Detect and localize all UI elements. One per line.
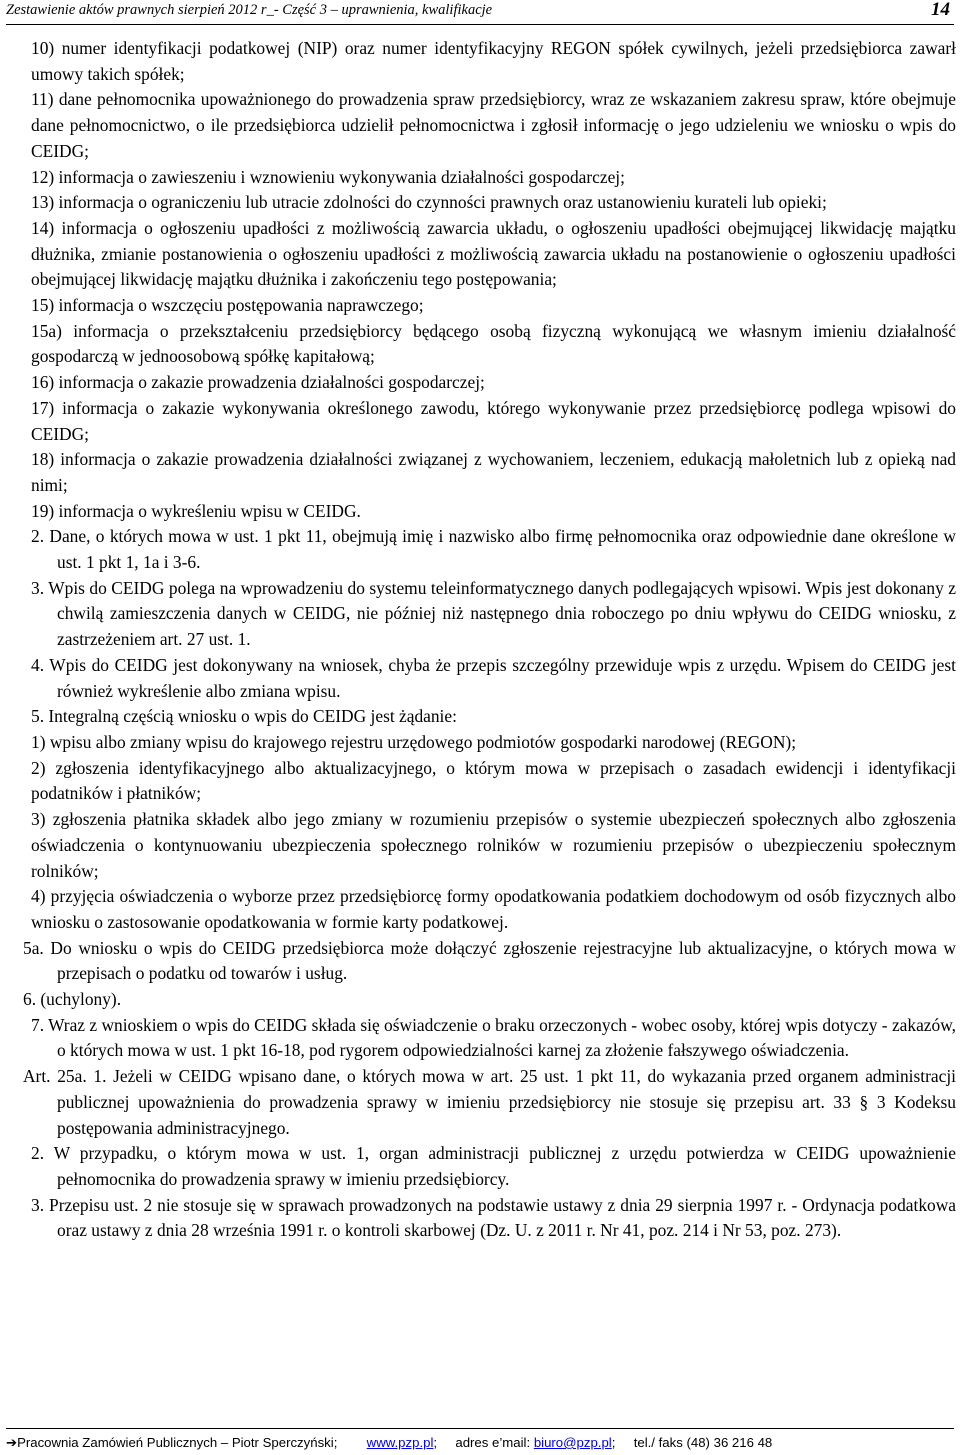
list-item: 19) informacja o wykreśleniu wpisu w CEIDG.: [31, 500, 361, 521]
list-item: 10) numer identyfikacji podatkowej (NIP) oraz numer identyfikacyjny REGON spółek cywilnych, jeżeli przedsiębiorca zawarł umowy takich spółek;: [31, 38, 956, 84]
list-item: 11) dane pełnomocnika upoważnionego do prowadzenia spraw przedsiębiorcy, wraz ze wskazaniem zakresu spraw, które obejmuje dane pełnomocnictwo, o ile przedsiębiorca udzielił pełnomocnictwa i zgłosił informację o jego udzieleniu we wniosku o wpis do CEIDG;: [31, 89, 956, 161]
page-header: [6, 0, 954, 25]
footer-org: Pracownia Zamówień Publicznych – Piotr Sperczyński;: [17, 1435, 338, 1450]
sub-point: 4) przyjęcia oświadczenia o wyborze przez przedsiębiorcę formy opodatkowania podatkiem dochodowym od osób fizycznych albo wniosku o zastosowanie opodatkowania w formie karty podatkowej.: [31, 886, 956, 932]
page-footer: [6, 1428, 954, 1451]
point-paragraph: 6. (uchylony).: [23, 989, 122, 1010]
point-paragraph: 4. Wpis do CEIDG jest dokonywany na wniosek, chyba że przepis szczególny przewiduje wpis z urzędu. Wpisem do CEIDG jest również wykreślenie albo zmiana wpisu.: [31, 654, 956, 701]
website-link[interactable]: www.pzp.pl: [366, 1435, 434, 1450]
sub-point: 3) zgłoszenia płatnika składek albo jego zmiany w rozumieniu przepisów o systemie ubezpieczeń społecznych albo zgłoszenia oświadczenia o kontynuowaniu ubezpieczenia społecznego rolników w rozumieniu przepisów o ubezpieczeniu społecznym rolników;: [31, 809, 956, 881]
list-item: 15a) informacja o przekształceniu przedsiębiorcy będącego osobą fizyczną wykonującą we własnym imieniu działalność gospodarczą w jednoosobową spółkę kapitałową;: [31, 320, 956, 367]
point-paragraph: 2. Dane, o których mowa w ust. 1 pkt 11, obejmują imię i nazwisko albo firmę pełnomocnika oraz odpowiednie dane określone w ust. 1 pkt 1, 1a i 3-6.: [31, 526, 956, 573]
footer-separator: ;: [611, 1435, 616, 1450]
document-body: [23, 36, 956, 1244]
list-item: 15) informacja o wszczęciu postępowania naprawczego;: [31, 295, 424, 316]
article-paragraph: Art. 25a. 1. Jeżeli w CEIDG wpisano dane, o których mowa w art. 25 ust. 1 pkt 11, do wykazania przed organem administracji publicznej upoważnienia do prowadzenia sprawy w imieniu przedsiębiorcy nie stosuje się przepisu art. 33 § 3 Kodeksu postępowania administracyjnego.: [23, 1066, 956, 1138]
list-item: 13) informacja o ograniczeniu lub utracie zdolności do czynności prawnych oraz ustanowieniu kurateli lub opieki;: [31, 192, 827, 213]
point-paragraph: 5. Integralną częścią wniosku o wpis do CEIDG jest żądanie:: [31, 706, 457, 727]
list-item: 18) informacja o zakazie prowadzenia działalności związanej z wychowaniem, leczeniem, edukacją małoletnich lub z opieką nad nimi;: [31, 449, 956, 495]
arrow-right-icon: ➔: [6, 1435, 18, 1450]
list-item: 14) informacja o ogłoszeniu upadłości z możliwością zawarcia układu, o ogłoszeniu upadłości obejmującej likwidację majątku dłużnika, zmianie postanowienia o ogłoszeniu upadłości z możliwością zawarcia układu na postanowienie o ogłoszeniu upadłości obejmującej likwidację majątku dłużnika i zakończeniu tego postępowania;: [31, 217, 956, 290]
document-title: Zestawienie aktów prawnych sierpień 2012 r_- Część 3 – uprawnienia, kwalifikacje: [6, 2, 493, 18]
point-paragraph: 5a. Do wniosku o wpis do CEIDG przedsiębiorca może dołączyć zgłoszenie rejestracyjne lub aktualizacyjne, o których mowa w przepisach o podatku od towarów i usług.: [23, 937, 956, 984]
page-number: 14: [931, 0, 950, 20]
list-item: 17) informacja o zakazie wykonywania określonego zawodu, którego wykonywanie przez przedsiębiorcę podlega wpisowi do CEIDG;: [31, 397, 956, 444]
point-paragraph: 3. Przepisu ust. 2 nie stosuje się w sprawach prowadzonych na podstawie ustawy z dnia 29 sierpnia 1997 r. - Ordynacja podatkowa oraz ustawy z dnia 28 września 1991 r. o kontroli skarbowej (Dz. U. z 2011 r. Nr 41, poz. 214 i Nr 53, poz. 273).: [31, 1194, 956, 1241]
point-paragraph: 7. Wraz z wnioskiem o wpis do CEIDG składa się oświadczenie o braku orzeczonych - wobec osoby, której wpis dotyczy - zakazów, o których mowa w ust. 1 pkt 16-18, pod rygorem odpowiedzialności karnej za złożenie fałszywego oświadczenia.: [31, 1014, 956, 1061]
footer-separator: ;: [433, 1435, 438, 1450]
sub-point: 2) zgłoszenia identyfikacyjnego albo aktualizacyjnego, o którym mowa w przepisach o zasadach ewidencji i identyfikacji podatników i płatników;: [31, 757, 956, 804]
email-label: adres e’mail:: [455, 1435, 531, 1450]
email-link[interactable]: biuro@pzp.pl: [533, 1435, 612, 1450]
footer-phone: tel./ faks (48) 36 216 48: [633, 1435, 773, 1450]
point-paragraph: 3. Wpis do CEIDG polega na wprowadzeniu do systemu teleinformatycznego danych podlegających wpisowi. Wpis jest dokonany z chwilą zamieszczenia danych w CEIDG, nie później niż następnego dnia roboczego po dniu wpływu do CEIDG wniosku, z zastrzeżeniem art. 27 ust. 1.: [31, 577, 956, 650]
sub-point: 1) wpisu albo zmiany wpisu do krajowego rejestru urzędowego podmiotów gospodarki narodowej (REGON);: [31, 731, 797, 752]
list-item: 16) informacja o zakazie prowadzenia działalności gospodarczej;: [31, 372, 485, 393]
point-paragraph: 2. W przypadku, o którym mowa w ust. 1, organ administracji publicznej z urzędu potwierdza w CEIDG upoważnienie pełnomocnika do prowadzenia sprawy w imieniu przedsiębiorcy.: [31, 1143, 956, 1189]
list-item: 12) informacja o zawieszeniu i wznowieniu wykonywania działalności gospodarczej;: [31, 166, 625, 187]
